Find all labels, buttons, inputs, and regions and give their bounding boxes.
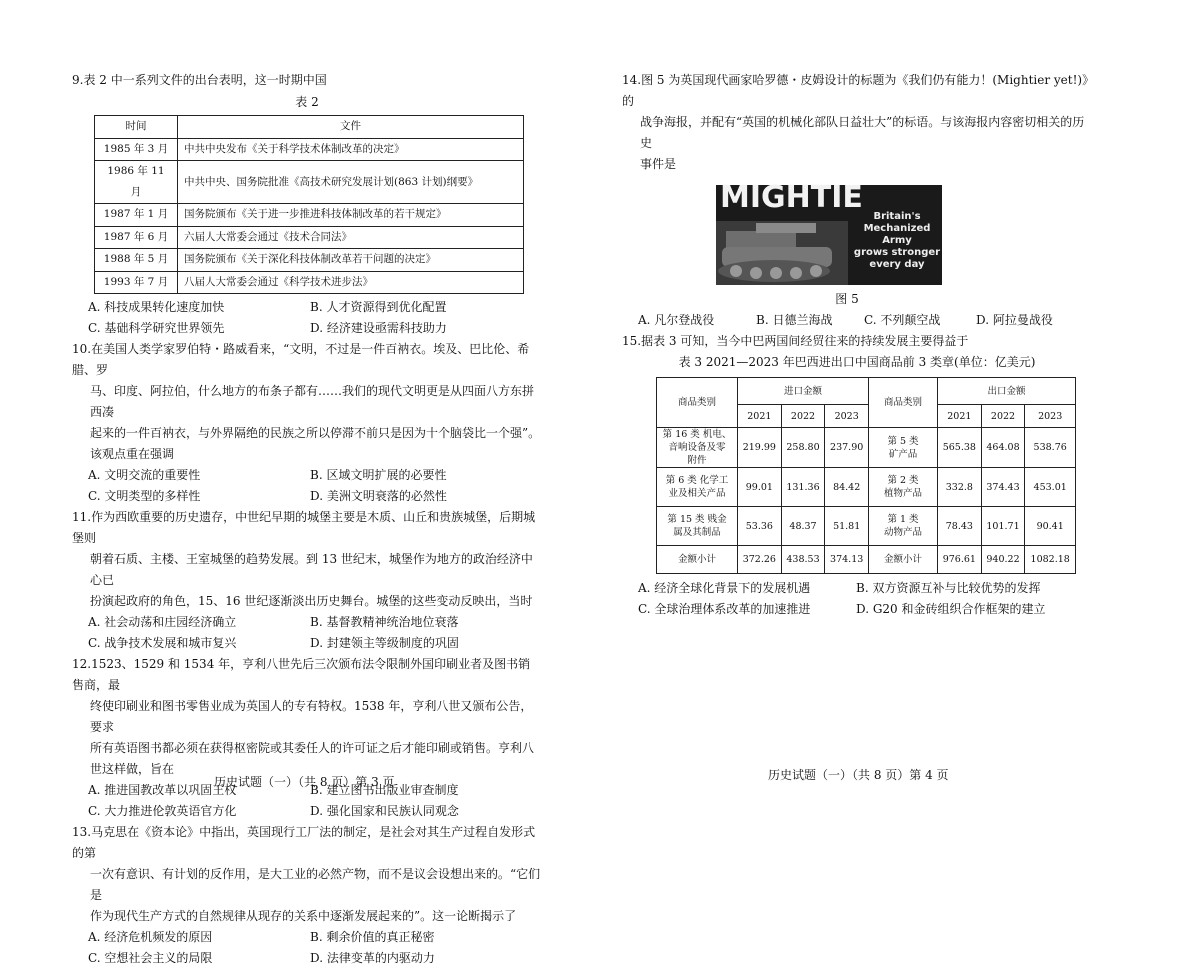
poster-slogan-line: grows stronger: [853, 247, 941, 258]
option-a: A. 经济危机频发的原因: [88, 930, 213, 944]
table-row: [657, 546, 1076, 574]
table-3: [656, 377, 1076, 574]
table-row: [95, 226, 524, 249]
cell-line: 第 6 类 化学工: [665, 475, 729, 486]
table-header: 2021: [738, 405, 782, 428]
cell-line: 属及其制品: [673, 527, 721, 538]
table-cell: [869, 507, 938, 546]
table-cell: 940.22: [981, 546, 1025, 574]
cell-line: 第 5 类: [887, 435, 919, 447]
q10-line: 起来的一件百衲衣，与外界隔绝的民族之所以停滞不前只是因为十个脑袋比一个强”。: [90, 426, 541, 440]
table-cell: 国务院颁布《关于深化科技体制改革若干问题的决定》: [178, 249, 524, 272]
table-header: 商品类别: [869, 378, 938, 428]
option-c: C. 空想社会主义的局限: [88, 951, 213, 965]
q14: [622, 70, 1092, 175]
table-header: 2021: [938, 405, 982, 428]
table-2: [94, 115, 524, 294]
tank-illustration: [716, 221, 848, 285]
page-4: [622, 70, 1092, 620]
cell-line: 第 15 类 贱金: [667, 514, 727, 525]
table-cell: 1987 年 1 月: [95, 204, 178, 227]
table-header: 2022: [781, 405, 825, 428]
table-cell: 374.43: [981, 468, 1025, 507]
table-header: 商品类别: [657, 378, 738, 428]
table-cell: 中共中央发布《关于科学技术体制改革的决定》: [178, 138, 524, 161]
table-cell: [657, 428, 738, 468]
table-cell: 332.8: [938, 468, 982, 507]
table-cell: 1988 年 5 月: [95, 249, 178, 272]
q13-options: [72, 927, 542, 969]
q9-stem: 9.表 2 中一系列文件的出台表明，这一时期中国: [72, 73, 327, 87]
q13-line: 一次有意识、有计划的反作用，是大工业的必然产物，而不是议会设想出来的。“它们是: [90, 867, 541, 902]
q14-line: 14.图 5 为英国现代画家哈罗德・皮姆设计的标题为《我们仍有能力！(Mightier yet!)》的: [622, 73, 1089, 108]
q13-line: 作为现代生产方式的自然规律从现存的关系中逐渐发展起来的”。这一论断揭示了: [90, 909, 517, 923]
table-3-caption: 表 3 2021—2023 年巴西进出口中国商品前 3 类章(单位：亿美元): [678, 355, 1036, 369]
table-cell: 976.61: [938, 546, 982, 574]
option-d: D. G20 和金砖组织合作框架的建立: [856, 602, 1046, 616]
table-cell: 258.80: [781, 428, 825, 468]
cell-line: 附件: [687, 455, 707, 466]
option-c: C. 基础科学研究世界领先: [88, 321, 225, 335]
table-header: 出口金额: [938, 378, 1076, 405]
table-row: [657, 468, 1076, 507]
table-cell: 1082.18: [1025, 546, 1076, 574]
table-cell: 51.81: [825, 507, 869, 546]
table-cell: 1985 年 3 月: [95, 138, 178, 161]
figure-5-caption: 图 5: [835, 292, 859, 306]
table-cell: 219.99: [738, 428, 782, 468]
option-d: D. 经济建设亟需科技助力: [310, 321, 447, 335]
page-3-footer: 历史试题（一）（共 8 页）第 3 页: [214, 775, 395, 789]
option-b: B. 区域文明扩展的必要性: [310, 468, 447, 482]
table-row: [95, 249, 524, 272]
table-cell: 374.13: [825, 546, 869, 574]
cell-line: 第 16 类 机电、: [662, 429, 732, 440]
table-row: [657, 428, 1076, 468]
q15-stem: 15.据表 3 可知，当今中巴两国间经贸往来的持续发展主要得益于: [622, 334, 969, 348]
poster-slogan-line: Britain's: [873, 211, 921, 222]
q15-options: [622, 578, 1092, 620]
poster-title: MIGHTIE: [720, 180, 863, 215]
table-header: 进口金额: [738, 378, 869, 405]
q10-line: 马、印度、阿拉伯，什么地方的布条子都有……我们的现代文明更是从四面八方东拼西凑: [90, 384, 535, 419]
table-cell: 国务院颁布《关于进一步推进科技体制改革的若干规定》: [178, 204, 524, 227]
table-row: [95, 116, 524, 139]
q11-line: 扮演起政府的角色，15、16 世纪逐渐淡出历史舞台。城堡的这些变动反映出，当时: [90, 594, 533, 608]
poster-slogan-line: every day: [869, 259, 925, 270]
table-cell: 1986 年 11 月: [95, 161, 178, 204]
table-cell: [869, 428, 938, 468]
table-cell: 八届人大常委会通过《科学技术进步法》: [178, 271, 524, 294]
table-cell: 六届人大常委会通过《技术合同法》: [178, 226, 524, 249]
table-cell: 131.36: [781, 468, 825, 507]
option-b: B. 双方资源互补与比较优势的发挥: [856, 581, 1041, 595]
cell-line: 第 1 类: [887, 514, 919, 525]
table-cell: 464.08: [981, 428, 1025, 468]
cell-line: 业及相关产品: [668, 488, 726, 499]
war-poster-image: [716, 180, 942, 285]
q13: [72, 822, 542, 927]
table-cell: 453.01: [1025, 468, 1076, 507]
cell-line: 第 2 类: [887, 475, 919, 486]
cell-line: 矿产品: [888, 448, 918, 460]
table-cell: 438.53: [781, 546, 825, 574]
option-a: A. 推进国教改革以巩固王权: [88, 783, 237, 797]
q14-line: 事件是: [640, 157, 677, 171]
table-cell: 372.26: [738, 546, 782, 574]
table-cell: 101.71: [981, 507, 1025, 546]
q10-line: 10.在美国人类学家罗伯特・路威看来，“文明，不过是一件百衲衣。埃及、巴比伦、希腊、罗: [72, 342, 530, 377]
q12-line: 世这样做，旨在: [90, 762, 175, 776]
option-c: C. 大力推进伦敦英语官方化: [88, 804, 237, 818]
table-cell: 1987 年 6 月: [95, 226, 178, 249]
table-cell: 538.76: [1025, 428, 1076, 468]
option-d: D. 法律变革的内驱动力: [310, 951, 435, 965]
option-d: D. 阿拉曼战役: [976, 313, 1053, 327]
option-c: C. 战争技术发展和城市复兴: [88, 636, 237, 650]
table-cell: 48.37: [781, 507, 825, 546]
table-cell: 565.38: [938, 428, 982, 468]
q9-options: [72, 297, 542, 339]
q10: [72, 339, 542, 465]
option-b: B. 剩余价值的真正秘密: [310, 930, 435, 944]
q14-line: 战争海报，并配有“英国的机械化部队日益壮大”的标语。与该海报内容密切相关的历史: [640, 115, 1085, 150]
page-3: [72, 70, 542, 969]
option-c: C. 不列颠空战: [864, 313, 941, 327]
q12: [72, 654, 542, 780]
option-d: D. 封建领主等级制度的巩固: [310, 636, 459, 650]
table-row: [95, 271, 524, 294]
cell-line: 音响设备及零: [668, 442, 726, 453]
q10-options: [72, 465, 542, 507]
option-a: A. 凡尔登战役: [638, 313, 715, 327]
option-d: D. 美洲文明衰落的必然性: [310, 489, 447, 503]
q12-line: 12.1523、1529 和 1534 年，亨利八世先后三次颁布法令限制外国印刷业者及图书销售商，最: [72, 657, 531, 692]
q11-options: [72, 612, 542, 654]
table-row: [95, 161, 524, 204]
option-b: B. 基督教精神统治地位衰落: [310, 615, 459, 629]
table-cell: [657, 468, 738, 507]
table-cell: 53.36: [738, 507, 782, 546]
q14-options: [622, 310, 1092, 331]
table-header: 2023: [1025, 405, 1076, 428]
page-4-footer: 历史试题（一）（共 8 页）第 4 页: [768, 768, 949, 782]
option-a: A. 社会动荡和庄园经济确立: [88, 615, 237, 629]
table-cell: 84.42: [825, 468, 869, 507]
table-row: [657, 378, 1076, 405]
table-cell: 237.90: [825, 428, 869, 468]
cell-line: 植物产品: [884, 488, 923, 499]
table-cell: 1993 年 7 月: [95, 271, 178, 294]
table-cell: 金额小计: [869, 546, 938, 574]
table-2-caption: 表 2: [295, 95, 319, 109]
q12-line: 终使印刷业和图书零售业成为英国人的专有特权。1538 年，亨利八世又颁布公告，要求: [90, 699, 533, 734]
q12-line: 所有英语图书都必须在获得枢密院或其委任人的许可证之后才能印刷或销售。亨利八: [90, 741, 535, 755]
q13-line: 13.马克思在《资本论》中指出，英国现行工厂法的制定，是社会对其生产过程自发形式的第: [72, 825, 536, 860]
option-b: B. 日德兰海战: [756, 313, 833, 327]
table-cell: [657, 507, 738, 546]
table-cell: 金额小计: [657, 546, 738, 574]
cell-line: 动物产品: [884, 527, 923, 538]
poster-slogan-line: Army: [882, 235, 912, 246]
table-row: [95, 138, 524, 161]
q10-line: 该观点重在强调: [90, 447, 175, 461]
option-a: A. 文明交流的重要性: [88, 468, 201, 482]
option-b: B. 建立图书出版业审查制度: [310, 783, 459, 797]
option-a: A. 经济全球化背景下的发展机遇: [638, 581, 811, 595]
table-cell: 90.41: [1025, 507, 1076, 546]
option-b: B. 人才资源得到优化配置: [310, 300, 447, 314]
poster-slogan-line: Mechanized: [863, 223, 931, 234]
q11-line: 11.作为西欧重要的历史遗存，中世纪早期的城堡主要是木质、山丘和贵族城堡，后期城堡则: [72, 510, 536, 545]
table-cell: 78.43: [938, 507, 982, 546]
q11-line: 朝着石质、主楼、王室城堡的趋势发展。到 13 世纪末，城堡作为地方的政治经济中心已: [90, 552, 533, 587]
table-header: 文件: [178, 116, 524, 139]
poster-slogan: [852, 211, 942, 271]
table-header: 2022: [981, 405, 1025, 428]
option-c: C. 全球治理体系改革的加速推进: [638, 602, 811, 616]
table-row: [657, 507, 1076, 546]
table-cell: 中共中央、国务院批准《高技术研究发展计划(863 计划)纲要》: [178, 161, 524, 204]
option-c: C. 文明类型的多样性: [88, 489, 201, 503]
q11: [72, 507, 542, 612]
table-row: [95, 204, 524, 227]
table-cell: 99.01: [738, 468, 782, 507]
table-header: 2023: [825, 405, 869, 428]
option-d: D. 强化国家和民族认同观念: [310, 804, 459, 818]
table-header: 时间: [95, 116, 178, 139]
table-cell: [869, 468, 938, 507]
option-a: A. 科技成果转化速度加快: [88, 300, 225, 314]
